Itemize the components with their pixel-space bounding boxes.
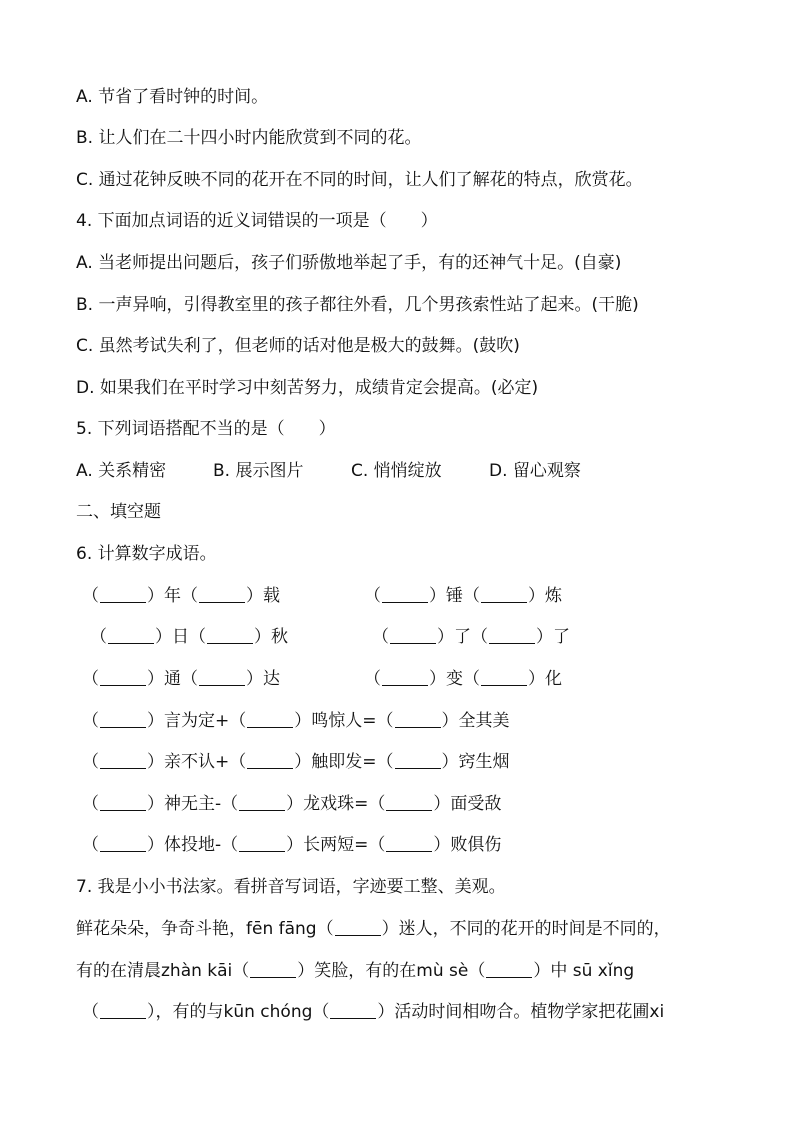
- answer-blank[interactable]: [239, 796, 285, 811]
- q7-paragraph-line-2: 有的在清晨zhàn kāi（ ）笑脸，有的在mù sè（ ）中 sū xǐng: [76, 961, 635, 981]
- q4-option-b: B. 一声异响，引得教室里的孩子都往外看，几个男孩索性站了起来。(干脆): [76, 295, 639, 315]
- answer-blank[interactable]: [247, 754, 293, 769]
- q7-paragraph-line-3: （ ），有的与kūn chóng（ ）活动时间相吻合。植物学家把花圃xi: [82, 1002, 665, 1022]
- question-4: 4. 下面加点词语的近义词错误的一项是（ ）: [76, 211, 438, 231]
- answer-blank[interactable]: [247, 713, 293, 728]
- q4-option-c: C. 虽然考试失利了，但老师的话对他是极大的鼓舞。(鼓吹): [76, 336, 520, 356]
- q5-option-d: D. 留心观察: [489, 461, 581, 481]
- question-5: 5. 下列词语搭配不当的是（ ）: [76, 419, 336, 439]
- answer-blank[interactable]: [100, 837, 146, 852]
- answer-blank[interactable]: [335, 921, 381, 936]
- q4-option-a: A. 当老师提出问题后，孩子们骄傲地举起了手，有的还神气十足。(自豪): [76, 253, 622, 273]
- answer-blank[interactable]: [100, 796, 146, 811]
- option-c: C. 通过花钟反映不同的花开在不同的时间，让人们了解花的特点，欣赏花。: [76, 170, 643, 190]
- answer-blank[interactable]: [395, 754, 441, 769]
- answer-blank[interactable]: [199, 671, 245, 686]
- idiom-calc-row: （ ）言为定+（ ）鸣惊人=（ ）全其美: [82, 711, 510, 731]
- answer-blank[interactable]: [382, 588, 428, 603]
- answer-blank[interactable]: [250, 963, 296, 978]
- answer-blank[interactable]: [100, 1004, 146, 1019]
- answer-blank[interactable]: [386, 837, 432, 852]
- idiom-calc-row: （ ）神无主-（ ）龙戏珠=（ ）面受敌: [82, 794, 502, 814]
- option-a: A. 节省了看时钟的时间。: [76, 87, 269, 107]
- answer-blank[interactable]: [100, 671, 146, 686]
- question-7: 7. 我是小小书法家。看拼音写词语，字迹要工整、美观。: [76, 877, 506, 897]
- answer-blank[interactable]: [100, 588, 146, 603]
- answer-blank[interactable]: [100, 754, 146, 769]
- q5-option-c: C. 悄悄绽放: [351, 461, 442, 481]
- q5-option-a: A. 关系精密: [76, 461, 167, 481]
- section-2-heading: 二、填空题: [76, 502, 161, 522]
- answer-blank[interactable]: [100, 713, 146, 728]
- answer-blank[interactable]: [481, 588, 527, 603]
- answer-blank[interactable]: [330, 1004, 376, 1019]
- q7-paragraph-line-1: 鲜花朵朵，争奇斗艳，fēn fāng（ ）迷人，不同的花开的时间是不同的，: [76, 919, 671, 939]
- option-b: B. 让人们在二十四小时内能欣赏到不同的花。: [76, 128, 422, 148]
- answer-blank[interactable]: [486, 963, 532, 978]
- answer-blank[interactable]: [207, 629, 253, 644]
- idiom-calc-row: （ ）亲不认+（ ）触即发=（ ）窍生烟: [82, 752, 510, 772]
- answer-blank[interactable]: [395, 713, 441, 728]
- answer-blank[interactable]: [390, 629, 436, 644]
- idiom-calc-row: （ ）体投地-（ ）长两短=（ ）败俱伤: [82, 835, 502, 855]
- answer-blank[interactable]: [199, 588, 245, 603]
- q5-option-b: B. 展示图片: [213, 461, 304, 481]
- answer-blank[interactable]: [489, 629, 535, 644]
- question-6: 6. 计算数字成语。: [76, 544, 217, 564]
- q4-option-d: D. 如果我们在平时学习中刻苦努力，成绩肯定会提高。(必定): [76, 378, 539, 398]
- answer-blank[interactable]: [108, 629, 154, 644]
- answer-blank[interactable]: [239, 837, 285, 852]
- answer-blank[interactable]: [386, 796, 432, 811]
- answer-blank[interactable]: [382, 671, 428, 686]
- answer-blank[interactable]: [481, 671, 527, 686]
